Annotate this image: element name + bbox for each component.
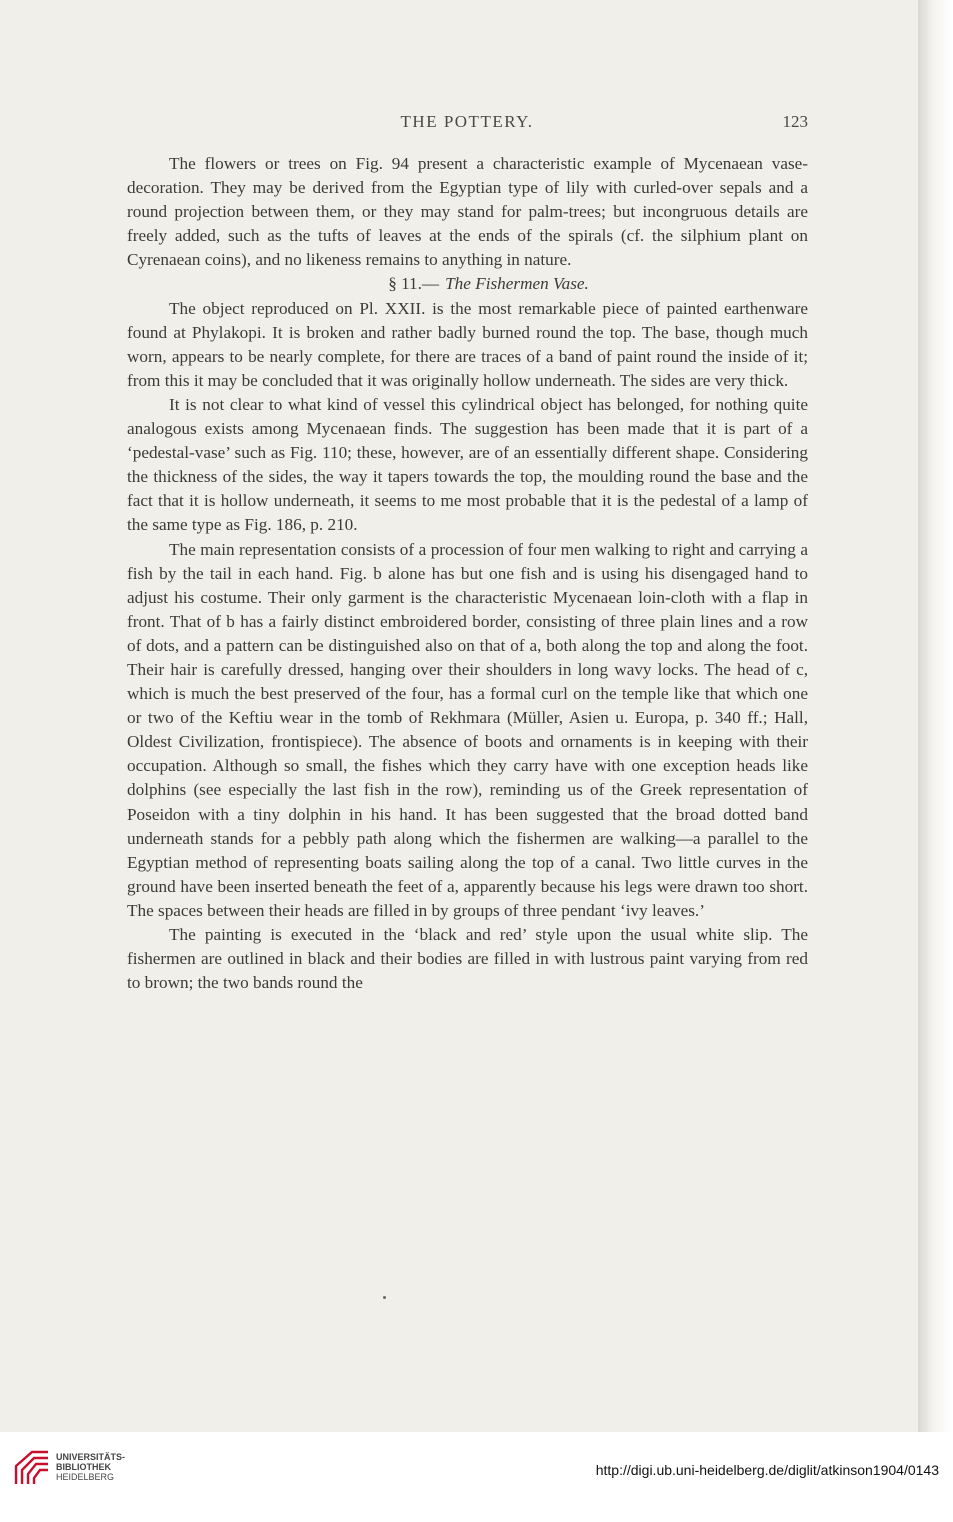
running-title: THE POTTERY. <box>400 112 534 131</box>
library-line: BIBLIOTHEK <box>56 1462 111 1472</box>
paragraph: It is not clear to what kind of vessel this cylindrical object has belonged, for nothing quite analogous exists among Mycenaean finds. The suggestion has been made that it is part of a ‘pedestal-vase’ such as Fig. 110; these, however, are of an essentially different shape. Considering the thickness of the sides, the way it tapers towards the top, the moulding round the base and the fact that it is hollow underneath, it seems to me most probable that it is the pedestal of a lamp of the same type as Fig. 186, p. 210. <box>127 394 808 535</box>
section-heading <box>127 272 808 296</box>
section-title: The Fishermen Vase. <box>445 274 589 294</box>
stray-dot <box>383 1296 386 1299</box>
paragraph: The main representation consists of a procession of four men walking to right and carrying a fish by the tail in each hand. Fig. b alone has but one fish and is using his disengaged hand to adjust his costume. Their only garment is the characteristic Mycenaean loin-cloth with a flap in front. That of b has a fairly distinct embroidered border, consisting of three plain lines and a row of dots, and a pattern can be distinguished also on that of a, both along the top and along the foot. Their hair is carefully dressed, hanging over their shoulders in long wavy locks. The head of c, which is much the best preserved of the four, has a formal curl on the temple like that which one or two of the Keftiu wear in the tomb of Rekhmara (Müller, Asien u. Europa, p. 340 ff.; Hall, Oldest Civilization, frontispiece). The absence of boots and ornaments is in keeping with their occupation. Although so small, the fishes which they carry have with one exception heads like dolphins (see especially the last fish in the row), reminding us of the Greek representation of Poseidon with a tiny dolphin in his hand. It has been suggested that the broad dotted band underneath stands for a pebbly path along which the fishermen are walking—a parallel to the Egyptian method of representing boats sailing along the top of a canal. Two little curves in the ground have been inserted beneath the feet of a, apparently because his legs were drawn too short. The spaces between their heads are filled in by groups of three pendant ‘ivy leaves.’ <box>127 539 808 920</box>
library-line: UNIVERSITÄTS- <box>56 1452 126 1462</box>
paragraph: The object reproduced on Pl. XXII. is the most remarkable piece of painted earthenware found at Phylakopi. It is broken and rather badly burned round the top. The base, though much worn, appears to be nearly complete, for there are traces of a band of paint round the inside of it; from this it may be concluded that it was originally hollow underneath. The sides are very thick. <box>127 298 808 390</box>
running-head <box>126 110 808 134</box>
library-line: HEIDELBERG <box>56 1472 115 1482</box>
source-url-link[interactable]: http://digi.ub.uni-heidelberg.de/diglit/atkinson1904/0143 <box>595 1462 939 1478</box>
page-number: 123 <box>782 112 808 131</box>
library-logo-icon <box>12 1448 52 1488</box>
body-text <box>127 152 808 995</box>
scan-edge-shadow <box>918 0 953 1432</box>
library-name <box>56 1452 125 1482</box>
section-mark: § 11.— <box>388 274 440 294</box>
paragraph: The painting is executed in the ‘black and red’ style upon the usual white slip. The fishermen are outlined in black and their bodies are filled in with lustrous paint varying from red to brown; the two bands round the <box>127 925 808 993</box>
paragraph: The flowers or trees on Fig. 94 present a characteristic example of Mycenaean vase-decoration. They may be derived from the Egyptian type of lily with curled-over sepals and a round projection between them, or they may stand for palm-trees; but incongruous details are freely added, such as the tufts of leaves at the ends of the spirals (cf. the silphium plant on Cyrenaean coins), and no likeness remains to anything in nature. <box>127 154 808 270</box>
